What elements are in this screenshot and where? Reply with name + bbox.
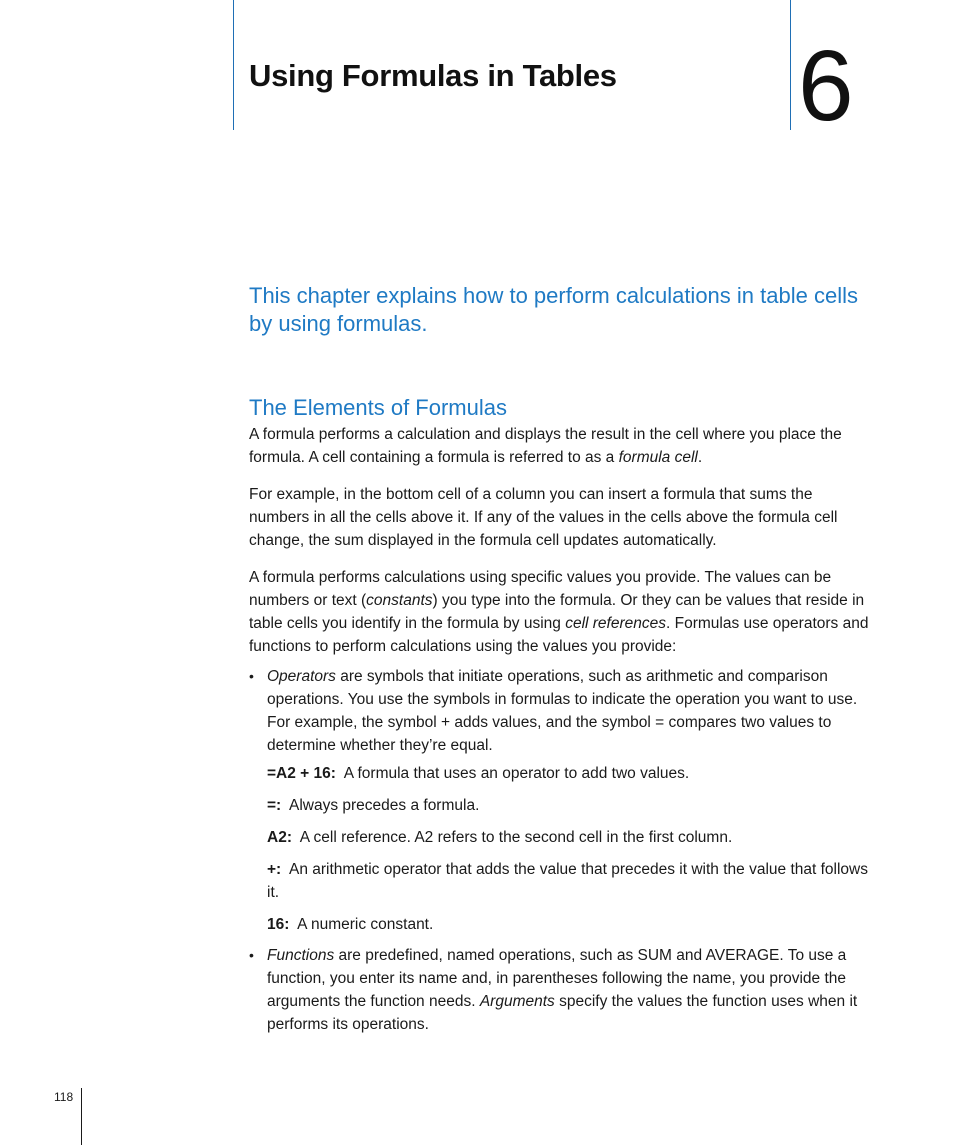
chapter-title: Using Formulas in Tables bbox=[249, 58, 617, 93]
term-cell-references: cell references bbox=[565, 615, 666, 632]
definition-item bbox=[267, 858, 872, 904]
bullet-icon: • bbox=[249, 668, 254, 684]
term-formula-cell: formula cell bbox=[618, 449, 698, 466]
paragraph-formula-definition bbox=[249, 423, 874, 469]
term-arguments: Arguments bbox=[479, 993, 555, 1010]
definition-item bbox=[267, 762, 872, 785]
definition-term: +: bbox=[267, 861, 282, 878]
definition-text: An arithmetic operator that adds the value that precedes it with the value that follows it. bbox=[267, 861, 868, 901]
paragraph-text: ) you type into the formula. Or they can be values that reside in table cells you identify in the formula by using bbox=[249, 592, 865, 632]
bullet-body: are symbols that initiate operations, such as arithmetic and comparison operations. You use the symbols in formulas to indicate the operation you want to use. For example, the symbol + adds values, and the symbol = compares two values to determine whether they’re equal. bbox=[267, 668, 858, 754]
paragraph-text: . bbox=[697, 449, 703, 466]
bullet-body: specify the values the function uses when it performs its operations. bbox=[267, 993, 858, 1033]
bullet-icon: • bbox=[249, 947, 254, 963]
chapter-number: 6 bbox=[798, 30, 854, 142]
definition-text: Always precedes a formula. bbox=[288, 797, 480, 814]
definition-term: 16: bbox=[267, 916, 290, 933]
definition-item bbox=[267, 913, 872, 936]
bullet-text bbox=[267, 944, 872, 1036]
bullet-body: are predefined, named operations, such as SUM and AVERAGE. To use a function, you enter its name and, in parentheses following the name, you provide the arguments the function needs. bbox=[267, 947, 847, 1010]
term-operators: Operators bbox=[267, 668, 336, 685]
page-number: 118 bbox=[54, 1090, 74, 1104]
definition-text: A numeric constant. bbox=[297, 916, 434, 933]
paragraph-example: For example, in the bottom cell of a column you can insert a formula that sums the numbers in all the cells above it. If any of the values in the cells above the formula cell change, the sum displayed in the formula cell updates automatically. bbox=[249, 486, 838, 549]
paragraph-text: A formula performs a calculation and displays the result in the cell where you place the formula. A cell containing a formula is referred to as a bbox=[249, 426, 842, 466]
definition-term: A2: bbox=[267, 829, 292, 846]
bullet-text bbox=[267, 665, 872, 757]
chapter-rule-right bbox=[790, 0, 791, 130]
definition-item bbox=[267, 826, 872, 849]
paragraph-values bbox=[249, 566, 874, 658]
definition-item bbox=[267, 794, 872, 817]
definition-term: =: bbox=[267, 797, 282, 814]
term-functions: Functions bbox=[267, 947, 335, 964]
paragraph-text: . Formulas use operators and functions to perform calculations using the values you provide: bbox=[249, 615, 869, 655]
definition-term: =A2 + 16: bbox=[267, 765, 336, 782]
paragraph-text: A formula performs calculations using specific values you provide. The values can be numbers or text ( bbox=[249, 569, 832, 609]
footer-rule bbox=[81, 1088, 82, 1145]
definition-text: A cell reference. A2 refers to the second cell in the first column. bbox=[299, 829, 733, 846]
chapter-intro: This chapter explains how to perform calculations in table cells by using formulas. bbox=[249, 283, 858, 336]
definition-text: A formula that uses an operator to add two values. bbox=[343, 765, 690, 782]
section-heading: The Elements of Formulas bbox=[249, 395, 507, 420]
term-constants: constants bbox=[366, 592, 433, 609]
chapter-rule-left bbox=[233, 0, 234, 130]
